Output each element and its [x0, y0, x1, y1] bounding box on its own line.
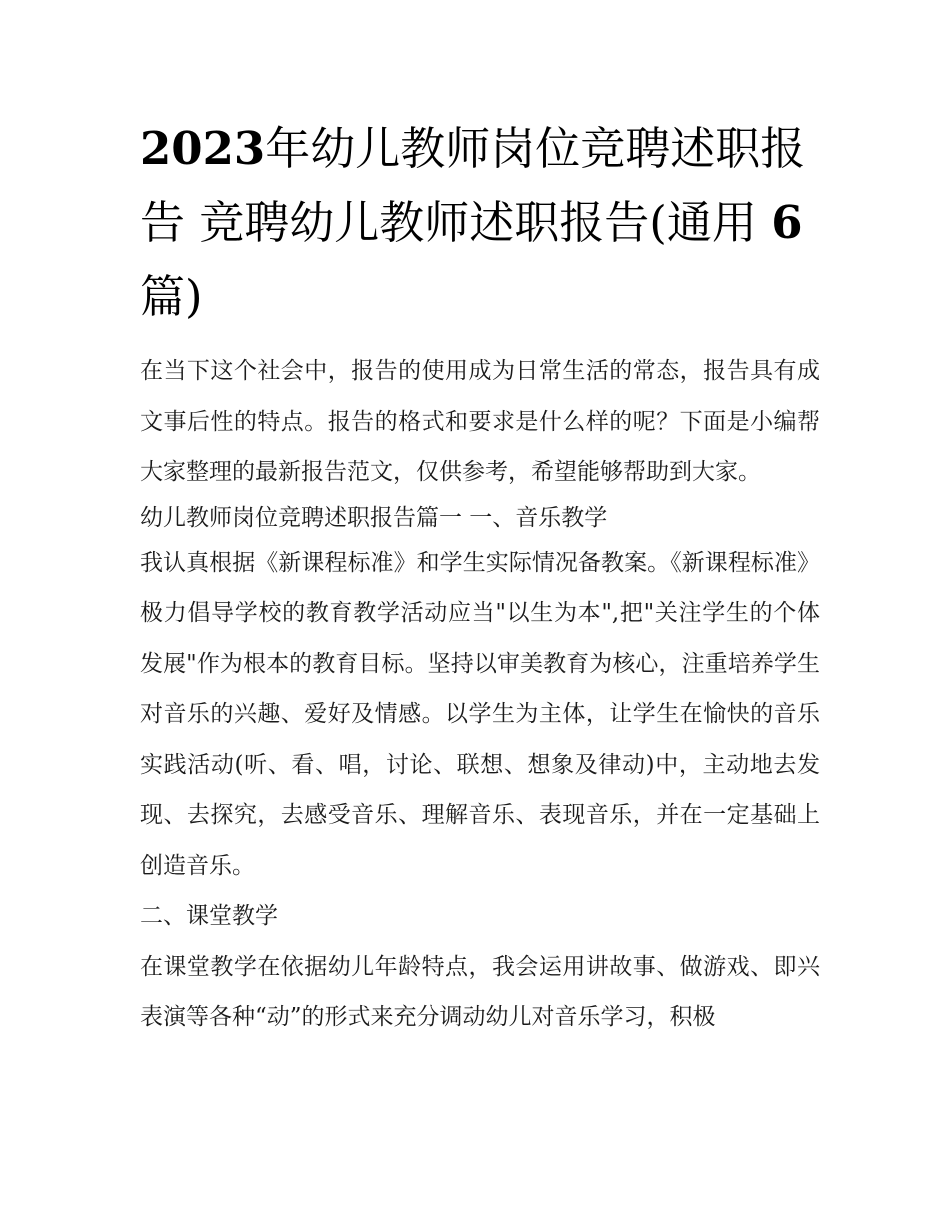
section-heading-music: 幼儿教师岗位竞聘述职报告篇一 一、音乐教学 — [140, 504, 608, 531]
title-count: 6 — [771, 196, 803, 249]
title-suffix: 篇) — [140, 270, 203, 323]
document-title — [140, 112, 820, 334]
title-text: 年幼儿教师岗位竞聘述职报告 竞聘幼儿教师述职报告(通用 — [140, 122, 806, 249]
document-content — [140, 112, 820, 1043]
music-teaching-paragraph: 我认真根据《新课程标准》和学生实际情况备教案。《新课程标准》极力倡导学校的教育教学活动应当"以生为本",把"关注学生的个体发展"作为根本的教育目标。坚持以审美教育为核心，注重培养学生对音乐的兴趣、爱好及情感。以学生为主体，让学生在愉快的音乐实践活动(听、看、唱，讨论、联想、想象及律动)中，主动地去发现、去探究，去感受音乐、理解音乐、表现音乐，并在一定基础上创造音乐。 — [140, 549, 820, 879]
classroom-teaching-paragraph: 在课堂教学在依据幼儿年龄特点，我会运用讲故事、做游戏、即兴表演等各种“动”的形式来充分调动幼儿对音乐学习，积极 — [140, 953, 820, 1030]
title-year: 2023 — [140, 122, 266, 175]
intro-paragraph: 在当下这个社会中，报告的使用成为日常生活的常态，报告具有成文事后性的特点。报告的格式和要求是什么样的呢？下面是小编帮大家整理的最新报告范文，仅供参考，希望能够帮助到大家。 — [140, 358, 820, 485]
section-heading-classroom: 二、课堂教学 — [140, 903, 278, 929]
